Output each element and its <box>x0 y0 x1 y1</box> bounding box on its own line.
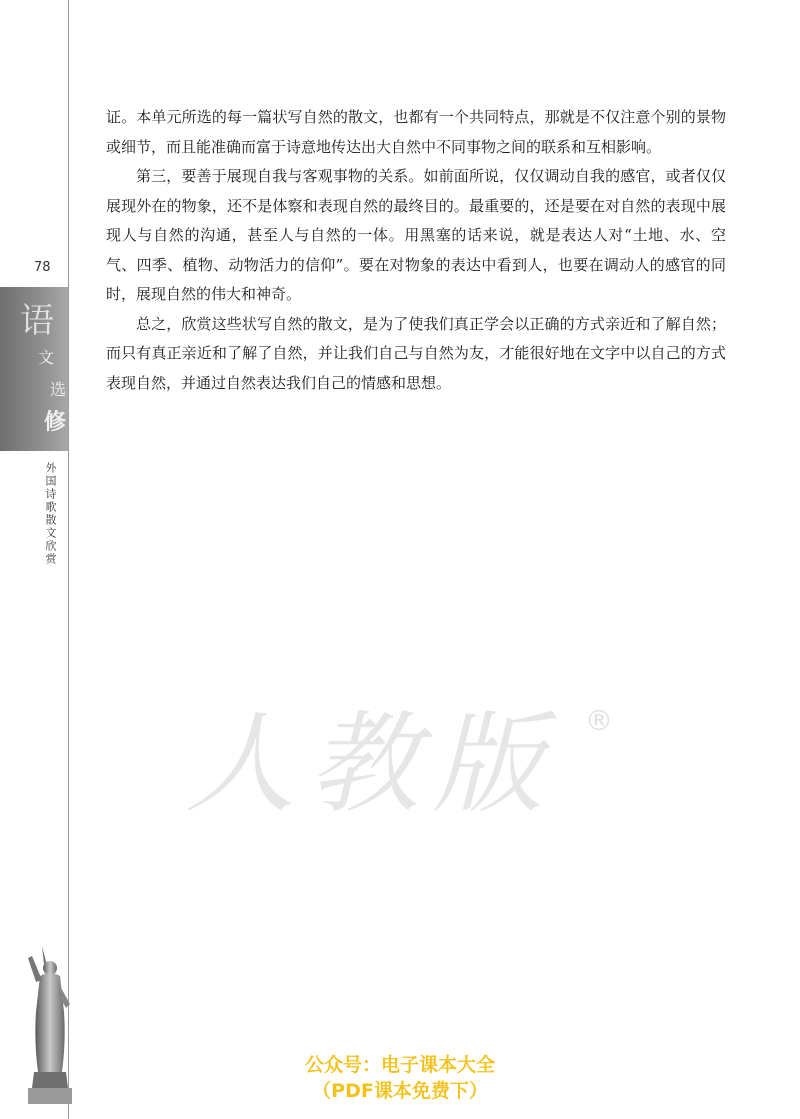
book-title-vertical: 外国诗歌散文欣赏 <box>44 462 57 566</box>
footer-promo-line-2: （PDF课本免费下） <box>312 1080 488 1102</box>
paragraph-3: 总之，欣赏这些状写自然的散文，是为了使我们真正学会以正确的方式亲近和了解自然；而只有真正亲近和了解了自然，并让我们自己与自然为友，才能很好地在文字中以自己的方式表现自然，并通过自然表达我们自己的情感和思想。 <box>106 314 726 392</box>
side-tab-char-2: 文 <box>38 348 55 367</box>
watermark-registered-mark: ® <box>585 704 613 737</box>
side-tab-char-3: 选 <box>50 380 67 399</box>
paragraph-1: 证。本单元所选的每一篇状写自然的散文，也都有一个共同特点，那就是不仅注意个别的景物或细节，而且能准确而富于诗意地传达出大自然中不同事物之间的联系和互相影响。 <box>106 108 726 156</box>
side-tab <box>0 287 68 451</box>
body-text <box>106 103 726 398</box>
page-number: 78 <box>34 260 51 275</box>
footer-promo-line-1: 公众号：电子课本大全 <box>304 1054 495 1076</box>
paragraph-2: 第三，要善于展现自我与客观事物的关系。如前面所说，仅仅调动自我的感官，或者仅仅展现外在的物象，还不是体察和表现自然的最终目的。最重要的，还是要在对自然的表现中展现人与自然的沟通，甚至人与自然的一体。用黑塞的话来说，就是表达人对“土地、水、空气、四季、植物、动物活力的信仰”。要在对物象的表达中看到人，也要在调动人的感官的同时，展现自然的伟大和神奇。 <box>106 167 726 303</box>
publisher-watermark <box>165 690 625 830</box>
side-tab-char-4: 修 <box>44 409 67 435</box>
watermark-text: 人教版 <box>185 700 557 828</box>
side-tab-char-1: 语 <box>20 301 54 341</box>
